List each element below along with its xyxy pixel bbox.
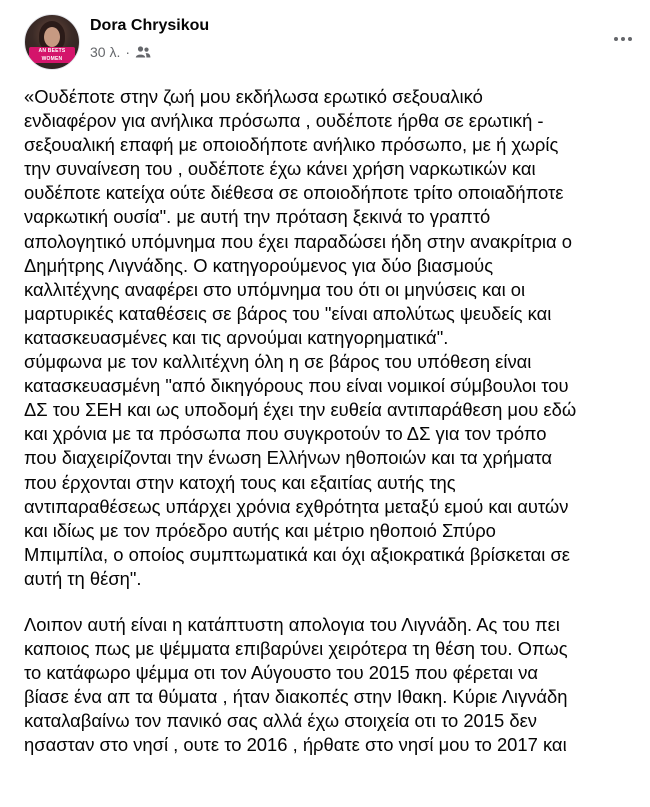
text-line: ενδιαφέρον για ανήλικα πρόσωπα , ουδέποτε ήρθα σε ερωτική - — [24, 110, 544, 132]
text-line: απολογητικό υπόμνημα που έχει παραδώσει ήδη στην ανακρίτρια ο — [24, 230, 572, 252]
more-dot — [614, 37, 618, 41]
text-line: καλλιτέχνης αναφέρει στο υπόμνημα του ότι οι μηνύσεις και οι — [24, 278, 526, 300]
avatar-face — [44, 27, 60, 47]
text-line: σεξουαλική επαφή με οποιοδήποτε ανήλικο πρόσωπο, με ή χωρίς — [24, 134, 559, 156]
author-name[interactable]: Dora Chrysikou — [90, 17, 210, 34]
text-line: «Ουδέποτε στην ζωή μου εκδήλωσα ερωτικό σεξουαλικό — [24, 86, 483, 107]
more-dot — [621, 37, 625, 41]
post-paragraph-2 — [24, 613, 644, 758]
more-dot — [628, 37, 632, 41]
text-line: ησασταν στο νησί , ουτε το 2016 , ήρθατε στο νησί μου το 2017 και — [24, 734, 567, 756]
post-timestamp[interactable]: 30 λ. — [90, 44, 121, 60]
text-line: μαρτυρικές καταθέσεις σε βάρος του "είναι απολύτως ψευδείς και — [24, 302, 552, 324]
text-line: κατασκευασμένη "από δικηγόρους που είναι νομικοί σύμβουλοι του — [24, 375, 569, 397]
text-line: βίασε ένα απ τα θύματα , ήταν διακοπές στην Ιθακη. Κύριε Λιγνάδη — [24, 686, 568, 708]
text-line: Λοιπον αυτή είναι η κατάπτυστη απολογια του Λιγνάδη. Ας του πει — [24, 613, 560, 635]
friends-icon[interactable] — [135, 45, 151, 59]
text-line: και χρόνια με τα πρόσωπα που συγκροτούν το ΔΣ για τον τρόπο — [24, 423, 547, 445]
text-line: σύμφωνα με τον καλλιτέχνη όλη η σε βάρος του υπόθεση είναι — [24, 351, 532, 373]
text-line: καποιος πως με ψέμματα επιβαρύνει χειρότερα τη θέση του. Οπως — [24, 638, 568, 660]
text-line: κατασκευασμένες και τις αρνούμαι κατηγορηματικά". — [24, 326, 449, 348]
text-line: ουδέποτε κατείχα ούτε διέθεσα σε οποιοδήποτε τρίτο οποιαδήποτε — [24, 182, 564, 204]
text-line: το κατάφωρο ψέμμα οτι τον Αύγουστο του 2015 που φέρεται να — [24, 662, 539, 684]
post-meta — [90, 44, 151, 60]
text-line: αντιπαραθέσεως υπάρχει χρόνια εχθρότητα μεταξύ εμού και αυτών — [24, 495, 569, 517]
text-line: αυτή τη θέση". — [24, 567, 142, 589]
paragraph-gap — [24, 591, 644, 613]
text-line: ναρκωτική ουσία". με αυτή την πρόταση ξεκινά το γραπτό — [24, 206, 491, 228]
post-header — [0, 0, 650, 75]
text-line: Μπιμπίλα, ο οποίος συμπτωματικά και όχι αξιοκρατικά βρίσκεται σε — [24, 543, 570, 565]
text-line: που διαχειρίζονται την ένωση Ελλήνων ηθοποιών και τα χρήματα — [24, 447, 552, 469]
text-line: και ιδίως με τον πρόεδρο αυτής και μέτριο ηθοποιό Σπύρο — [24, 519, 496, 541]
text-line: ΔΣ του ΣΕΗ και ως υποδομή έχει την ευθεία αντιπαράθεση μου εδώ — [24, 399, 577, 421]
post-paragraph-1 — [24, 85, 644, 591]
avatar[interactable] — [24, 14, 80, 70]
meta-separator: · — [125, 44, 131, 60]
text-line: Δημήτρης Λιγνάδης. Ο κατηγορούμενος για δύο βιασμούς — [24, 254, 494, 276]
text-line: καταλαβαίνω τον πανικό σας αλλά έχω στοιχεία οτι το 2015 δεν — [24, 710, 537, 732]
text-line: την συναίνεση του , ουδέποτε έχω κάνει χρήση ναρκωτικών και — [24, 158, 536, 180]
more-options-icon[interactable] — [608, 24, 638, 54]
post-content — [24, 85, 644, 758]
text-line: που έρχονται στην κατοχή τους και εξαιτίας αυτής της — [24, 471, 456, 493]
avatar-badge: AN BEETS WOMEN — [29, 47, 75, 63]
